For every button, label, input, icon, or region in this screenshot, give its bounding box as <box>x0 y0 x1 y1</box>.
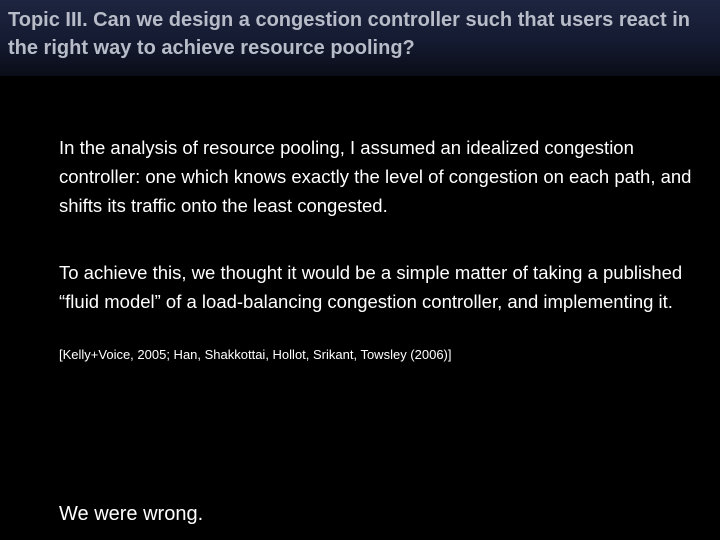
conclusion-text: We were wrong. <box>59 503 204 525</box>
paragraph-idealized-controller: In the analysis of resource pooling, I assumed an idealized congestion controller: one which knows exactly the level of congestion on each path, and shifts its traffic onto the least congested. <box>59 137 692 216</box>
title-bar <box>0 0 720 76</box>
slide-title: Topic III. Can we design a congestion controller such that users react in the right way to achieve resource pooling? <box>8 9 690 59</box>
paragraph-fluid-model: To achieve this, we thought it would be a simple matter of taking a published “fluid model” of a load-balancing congestion controller, and implementing it. <box>59 262 683 312</box>
citation: [Kelly+Voice, 2005; Han, Shakkottai, Hollot, Srikant, Towsley (2006)] <box>59 347 452 362</box>
